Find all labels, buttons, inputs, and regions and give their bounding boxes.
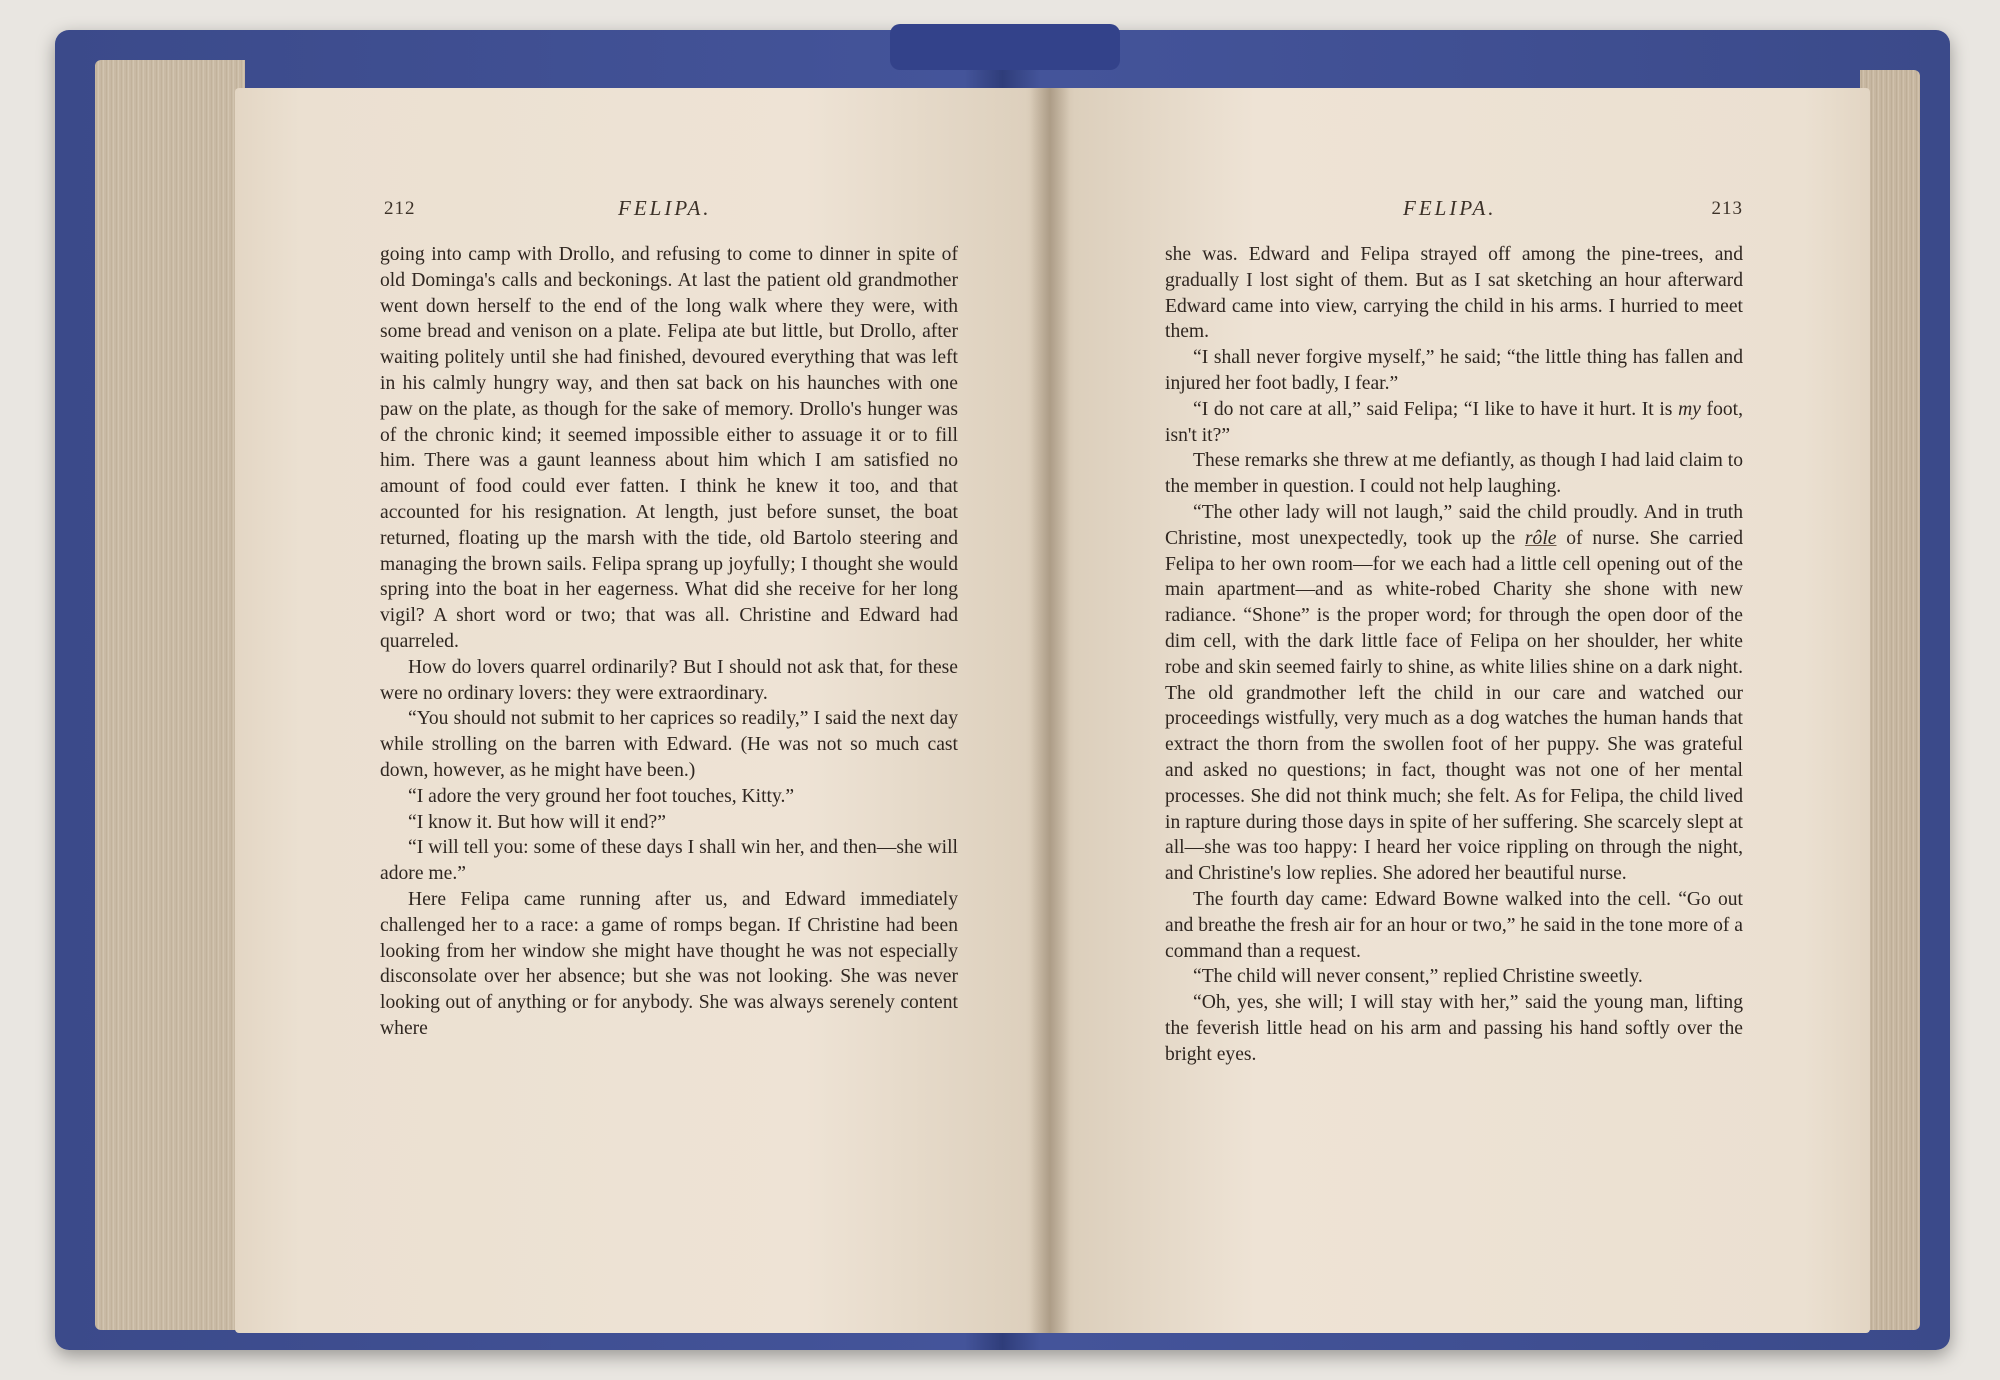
left-page-header (380, 196, 958, 226)
left-running-head: FELIPA. (618, 196, 712, 220)
page-edges-left (95, 60, 245, 1330)
paragraph: “I adore the very ground her foot touches, Kitty.” (408, 785, 795, 807)
book-gutter (1030, 88, 1070, 1333)
paragraph: These remarks she threw at me defiantly, as though I had laid claim to the member in question. I could not help laughing. (1165, 450, 1743, 498)
book-spine (890, 24, 1120, 70)
paragraph: Here Felipa came running after us, and Edward immediately challenged her to a race: a game of romps began. If Christine had been looking from her window she might have thought he was not especially disconsolate over her absence; but she was not looking. She was never looking out of anything or for anybody. She was always serenely content where (380, 888, 958, 1039)
paragraph: “You should not submit to her caprices so readily,” I said the next day while strolling on the barren with Edward. (He was not so much cast down, however, as he might have been.) (380, 708, 958, 781)
emphasis: rôle (1524, 527, 1557, 549)
text-run: of nurse. She carried Felipa to her own room—for we each had a little cell opening out of the main apartment—and as white-robed Charity she shone with new radiance. “Shone” is the proper word; for through the open door of the dim cell, with the dark little face of Felipa on her shoulder, her white robe and skin seemed fairly to shine, as white lilies shine on a dark night. The old grandmother left the child in our care and watched our proceedings wistfully, very much as a dog watches the human hands that extract the thorn from the swollen foot of her puppy. She was grateful and asked no questions; in fact, thought was not one of her mental processes. She did not think much; she felt. As for Felipa, the child lived in rapture during those days in spite of her suffering. She scarcely slept at all—she was too happy: I heard her voice rippling on through the night, and Christine's low replies. She adored her beautiful nurse. (1165, 527, 1743, 885)
emphasis: my (1678, 398, 1701, 420)
paragraph: “I shall never forgive myself,” he said; “the little thing has fallen and injured her foot badly, I fear.” (1165, 347, 1743, 394)
paragraph: The fourth day came: Edward Bowne walked into the cell. “Go out and breathe the fresh air for an hour or two,” he said in the tone more of a command than a request. (1165, 888, 1743, 962)
right-page-text (1165, 242, 1743, 1068)
right-page-header (1165, 196, 1743, 226)
paragraph: How do lovers quarrel ordinarily? But I should not ask that, for these were no ordinary lovers: they were extraordinary. (380, 656, 958, 704)
paragraph: “I will tell you: some of these days I shall win her, and then—she will adore me.” (380, 837, 958, 885)
paragraph: “The child will never consent,” replied Christine sweetly. (1193, 966, 1643, 988)
paragraph: she was. Edward and Felipa strayed off among the pine-trees, and gradually I lost sight of them. But as I sat sketching an hour afterward Edward came into view, carrying the child in his arms. I hurried to meet them. (1165, 244, 1743, 343)
text-run: “I do not care at all,” said Felipa; “I like to have it hurt. It is (1193, 398, 1679, 420)
paragraph: going into camp with Drollo, and refusing to come to dinner in spite of old Dominga's calls and beckonings. At last the patient old grandmother went down herself to the end of the long walk where they were, with some bread and venison on a plate. Felipa ate but little, but Drollo, after waiting politely until she had finished, devoured everything that was left in his calmly hungry way, and then sat back on his haunches with one paw on the plate, as though for the sake of memory. Drollo's hunger was of the chronic kind; it seemed impossible either to assuage it or to fill him. There was a gaunt leanness about him which I am satisfied no amount of food could ever fatten. I think he knew it too, and that accounted for his resignation. At length, just before sunset, the boat returned, floating up the marsh with the tide, old Bartolo steering and managing the brown sails. Felipa sprang up joyfully; I thought she would spring into the boat in her eagerness. What did she receive for her long vigil? A short word or two; that was all. Christine and Edward had quarreled. (380, 244, 958, 652)
left-page-number: 212 (384, 198, 416, 219)
right-page-number: 213 (1711, 198, 1743, 219)
text-run: foot, isn't it?” (1165, 398, 1744, 446)
paragraph: “Oh, yes, she will; I will stay with her,” said the young man, lifting the feverish little head on his arm and passing his hand softly over the bright eyes. (1165, 992, 1743, 1065)
paragraph: “I know it. But how will it end?” (408, 811, 666, 833)
paragraph (1165, 500, 1743, 887)
left-page-text (380, 242, 958, 1042)
paragraph (1165, 397, 1743, 449)
text-run: “The other lady will not laugh,” said the child proudly. And in truth Christine, most unexpectedly, took up the (1165, 501, 1743, 549)
right-running-head: FELIPA. (1403, 196, 1497, 220)
